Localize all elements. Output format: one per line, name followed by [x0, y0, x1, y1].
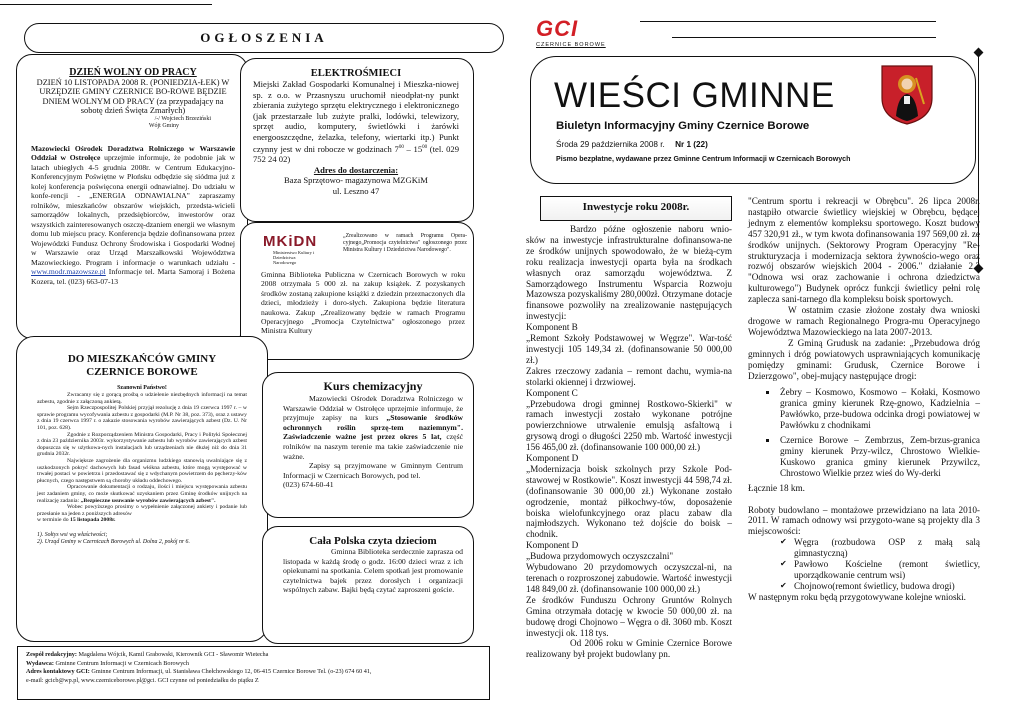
chemistry-title: Kurs chemizacyjny [323, 379, 423, 393]
residents-deadline: w terminie do 15 listopada 2008r. [37, 517, 116, 524]
mkidn-logo-text: MKiDN [263, 233, 318, 250]
announcements-title: OGŁOSZENIA [200, 30, 328, 45]
roads-list [748, 387, 980, 478]
col2-para-1: "Centrum sportu i rekreacji w Obrębcu". 26 lipca 2008r. nastąpiło otwarcie świetlicy wiejskiej w Obrębcu, będącej jednym z elementów kompleksu sportowego. Koszt budowy 457 320,91 zł., w tym kwota dofinansowania 197 569,00 zł. ze środków unijnych. (Sektorowy Program Operacyjny "Re-strukturyzacja i modernizacja sektora żywnościo-wego oraz rozwój obszarów wiejskich 2004 - 2006." działanie 2.3 "Odnowa wsi oraz zachowanie i ochrona dziedzictwa kulturowego") Budynek oprócz funkcji świetlicy pełni rolę zaplecza sani-tarnego dla kompleksu boisk sportowych. [748, 196, 980, 305]
electro-address-1: Baza Sprzętowo- magazynowa MZGKiM [284, 175, 428, 186]
investments-column-2 [748, 196, 980, 603]
odr-link[interactable]: www.modr.mazowsze.pl [31, 267, 106, 277]
investment-paragraph: „Przebudowa drogi gminnej Rostkowo-Skierki" w ramach inwestycji zostało wykonane potrójne powierzchniowe utrwalenie emulsją asfaltową i grysową drogi o długości 2250 mb. Wartość inwestycji 156 465,00 zł. (dofinansowanie 100 000,00 zł.) [526, 398, 732, 453]
residents-para-5: Opracowanie dokumentacji o rodzaju, ilości i miejscu występowania azbestu jest zadaniem gminy, co może skutkować uzyskaniem przez Gminę środków unijnych na realizację zadania: „Bezpieczne usuwanie wyrobów zawierających azbest". [37, 484, 247, 504]
masthead-issue: Nr 1 (22) [675, 140, 708, 149]
investments-title: Inwestycje roku 2008r. [582, 201, 690, 213]
col2-para-5: W następnym roku będą przygotowywane kolejne wnioski. [748, 591, 966, 602]
residents-para-6: Wobec powyższego prosimy o wypełnienie załączonej ankiety i podanie lub przesłanie na jeden z poniższych adresów [37, 504, 247, 517]
investment-paragraph: Wybudowano 20 przydomowych oczyszczal-ni, na terenach o rozproszonej zabudowie. Wartość inwestycji 148 849,00 zł. (dofinansowanie 100 000,00 zł.) [526, 562, 732, 594]
residents-title-1: DO MIESZKAŃCÓW GMINY [67, 353, 217, 365]
residents-para-1: Zwracamy się z gorącą prośbą o udzielenie niezbędnych informacji na temat azbestu, zgodnie z załączoną ankietą. [37, 392, 247, 405]
col2-para-2: W ostatnim czasie złożone zostały dwa wnioski drogowe w ramach Regionalnego Progra-mu Operacyjnego Województwa Mazowieckiego na lata 2007-2013. [748, 305, 980, 337]
investments-column-1 [526, 224, 732, 660]
reading-text: Gminna Biblioteka serdecznie zaprasza od listopada w każdą środę o godz. 16:00 dzieci wraz z ich opiekunami na spotkania. Celem spotkań jest promowanie czytelnictwa bajek przez dorosłych i organizacji wspólnych zabaw. Bajki będą czytać zaproszeni goście. [283, 547, 463, 595]
chemistry-box [262, 372, 474, 518]
footer-address: Adres kontaktowy GCI: Gminne Centrum Informacji, ul. Stanisława Chełchowskiego 12, 06-415 Czernice Borowe Tel. (o-23) 674 60 41, [26, 668, 372, 676]
investment-paragraph: „Budowa przydomowych oczyszczalni" [526, 551, 674, 562]
odr-body: uprzejmie informuje, że podobnie jak w latach ubiegłych 4-5 grudnia 2008r. w Centrum Edukacyjno-Konferencyjnym Poświętne w Płońsku odbędzie się siódma już z kolej konferencja poświęcona energii odnawialnej. Do udziału w konfe-rencji - „ENERGIA ODNAWIALNA" zapraszamy rolników, mieszkańców obszarów wiejskich, przedsta-wicieli samorządów lokalnych, przedsiębiorców, inwestorów oraz wszystkich zainteresowanych oszczę-dzaniem energii we własnym domu lub miejscu pracy. Konferencja będzie dofinansowana przez Wojewódzki Fundusz Ochrony Środowiska i Gospodarki Wodnej w Warszawie oraz Urząd Marszałkowski Województwa Mazowieckiego. Program i informacje o warunkach udziału - [31, 153, 235, 267]
road-item: ▪ Czernice Borowe – Zembrzus, Zem-brzus-granica gminy kierunek Przy-wilcz, Chrostowo Wielkie-Kuskowo granica gminy kierunek Przywilcz, Chrostowo Wielkie przez wieś do Wy-derki [778, 435, 980, 479]
residents-addr-1: 1). Sołtys wsi wg właściwości; [37, 531, 108, 538]
village-item: ✔ Węgra (rozbudowa OSP z małą salą gimnastyczną) [794, 537, 980, 559]
masthead-date: Środa 29 października 2008 r. [556, 140, 665, 149]
odr-contact: Informacje tel. Marta Samoraj i Bożena Kozera, tel. (023) 663-07-13 [31, 267, 235, 286]
investment-paragraph: Komponent D [526, 453, 579, 464]
electro-address-2: ul. Leszno 47 [332, 185, 380, 196]
road-item: ▪ Żebry – Kosmowo, Kosmowo – Kołaki, Kosmowo granica gminy kierunek Rzę-gnowo, Kadzielnia – Pawłówko, prze-budowa odcinka drogi powiatowej w Pawłówku z chodnikami [778, 387, 980, 431]
mkidn-logo [263, 233, 333, 273]
investment-paragraph: Ze środków Funduszu Ochrony Gruntów Rolnych Gmina otrzymała dotację w kwocie 50 000,00 zł. na budowę drogi Chojnowo – Węgra o dł. 3060 mb. Koszt inwestycji ok. 118 tys. [526, 594, 732, 638]
villages-list [748, 537, 980, 592]
masthead-subtitle: Biuletyn Informacyjny Gminy Czernice Borowe [556, 120, 810, 132]
village-item: ✔ Chojnowo(remont świetlicy, budowa drogi) [794, 581, 980, 592]
footer-box [17, 646, 490, 700]
footer-team: Zespół redakcyjny: Magdalena Wójcik, Kamil Grabowski, Kierownik GCI - Sławomir Wietecha [26, 651, 269, 658]
reading-title: Cała Polska czyta dzieciom [309, 535, 437, 547]
residents-salutation: Szanowni Państwo! [117, 385, 167, 391]
footer-email: e-mail: gcicb@wp.pl, www.czerniceborowe.pl@gci. GCI czynne od poniedziałku do piątku Z [26, 676, 259, 684]
col2-para-4: Roboty budowlano – montażowe przewidziano na lata 2010-2011. W ramach odnowy wsi przygoto-wane są projekty dla 3 miejscowości: [748, 504, 980, 537]
residents-para-4: Największe zagrożenie dla organizmu ludzkiego stanowią uwalniające się z uszkodzonych pokryć dachowych lub fasad włókna azbestu, które mogą występować w trwałej postaci w powietrzu i przedostawać się z wdychanym powietrzem do pęcherzy-ków płucnych, czego następstwem są choroby układu oddechowego. [37, 457, 247, 484]
residents-title-2: CZERNICE BOROWE [86, 366, 198, 378]
signature-role: Wójt Gminy [148, 122, 179, 129]
investment-paragraph: Komponent B [526, 322, 578, 333]
day-off-title: DZIEŃ WOLNY OD PRACY [69, 67, 197, 78]
village-item: ✔ Pawłowo Kościelne (remont świetlicy, uporządkowanie centrum wsi) [794, 559, 980, 581]
signature-name: /-/ Wojciech Brzeziński [154, 115, 211, 122]
library-text: Gminna Biblioteka Publiczna w Czernicach Borowych w roku 2008 otrzymała 5 000 zł. na zakup książek. Z pozyskanych środków zostaną zakupione książki z dziedzin przeznaczonych dla dzieci, młodzieży i doro-słych. Zakupiona będzie literatura naukowa. Zakup „Zrealizowany będzie w ramach Programu Operacyjnego „Promocja Czytelnictwa" ogłoszonego przez Ministra Kultury [261, 270, 465, 336]
day-off-text: DZIEŃ 10 LISTOPADA 2008 R. (PONIEDZIA-ŁEK) W URZĘDZIE GMINY CZERNICE BO-ROWE BĘDZIE DNIEM WOLNYM OD PRACY (za przypadający na sobotę dzień Święta Zmarłych) [36, 78, 230, 116]
investment-paragraph: Bardzo późne ogłoszenie naboru wnio-sków na inwestycje infrastrukturalne dofinansowa-ne ze środków unijnych spowodowało, że w bieżą-cym roku realizacja inwestycji oparta była na środkach własnych oraz samorządu województwa. Z Samorządowego Instrumentu Wsparcia Rozwoju Mazowsza pozyskaliśmy 280,000zł. Otrzymane dotacje finansowe pozwoliły na zrealizowanie następujących inwestycji: [526, 224, 732, 322]
electro-text: Miejski Zakład Gospodarki Komunalnej i Mieszka-niowej sp. z o.o. w Przasnyszu uruchomił nieodpłat-ny punkt zbierania zużytego sprzętu elektrycznego i elektronicznego (jak przestarzałe lub zużyte pralki, lodówki, telewizory, sprzęt audio, komputery, świetlówki i żarówki energooszczędne, żelazka, telefony, wiertarki itp.) Punkt czynny jest w dni robocze w godzinach $7^{00} - 15^{00}$ (tel. 029 752 24 02) [253, 79, 459, 165]
electro-address-label: Adres do dostarczenia: [313, 164, 399, 175]
footer-publisher: Wydawca: Gminne Centrum Informacji w Czernicach Borowych [26, 659, 190, 667]
investment-paragraph: Od 2006 roku w Gminie Czernice Borowe realizowany był projekt budowlany pn. [526, 638, 732, 660]
library-box [240, 222, 474, 360]
library-note: „Zrealizowano w ramach Programu Opera-cyjnego„Promocja czytelnictwa" ogłoszonego przez Ministra Kultury i Dziedzictwa Narodowego". [343, 233, 467, 253]
gci-logo [536, 18, 620, 50]
investment-paragraph: Komponent C [526, 387, 578, 398]
odr-lead: Mazowiecki Ośrodek Doradztwa Rolniczego w Warszawie Oddział w Ostrołęce [31, 143, 235, 163]
chemistry-phone: (023) 674-60-41 [283, 480, 334, 490]
mkidn-logo-sub: Ministerstwo Kultury i Dziedzictwa Narodowego [273, 250, 315, 265]
investment-paragraph: Zakres rzeczowy zadania – remont dachu, wymia-na stolarki okiennej i drzwiowej. [526, 365, 732, 387]
col2-para-3: Z Gminą Grudusk na zadanie: „Przebudowa dróg gminnych i dróg powiatowych usprawniających komunikację pomiędzy gminami: Grudusk, Czernice Borowe i Dzierzgowo", obej-mujący następujące drogi: [748, 337, 980, 381]
gci-logo-text: GCI [536, 16, 579, 41]
masthead-title: WIEŚCI GMINNE [554, 76, 835, 115]
chemistry-text-2: Zapisy są przyjmowane w Gminnym Centrum Informacji w Czernicach Borowych, pod tel. [283, 461, 463, 480]
residents-para-2: Sejm Rzeczpospolitej Polskiej przyjął rezolucję z dnia 19 czerwca 1997 r. – w sprawie programu wycofywania azbestu z gospodarki (M.P. Nr 38, poz. 373), oraz z ustawy z dnia 19 czerwca 1997 r. o zakazie stosowania wyrobów zawierających azbest (Dz. U. Nr 101, poz. 628). [37, 405, 247, 431]
electro-box [240, 58, 474, 222]
odr-text [31, 144, 235, 287]
gci-logo-caption: CZERNICE BOROWE [536, 42, 606, 48]
investment-paragraph: Komponent D [526, 540, 579, 551]
residents-addr-2: 2). Urząd Gminy w Czernicach Borowych ul. Dolna 2, pokój nr 6. [37, 538, 190, 545]
chemistry-text: Mazowiecki Ośrodek Doradztwa Rolniczego w Warszawie Oddział w Ostrołęce uprzejmie informuje, że przyjmuje zapisy na kurs „Stosowanie środków ochronnych roślin sprzę-tem naziemnym". Zaświadczenie ważne jest przez okres 5 lat, część rolników na naszym terenie ma takie zaświadczenie nie ważne. [283, 394, 464, 461]
investment-paragraph: „Remont Szkoły Podstawowej w Węgrze". War-tość inwestycji 105 149,34 zł. (dofinansowanie 50 000,00 zł.) [526, 333, 732, 365]
day-off-box [16, 54, 248, 339]
masthead-dateline [556, 140, 708, 149]
reading-box [262, 526, 474, 644]
total-length: Łącznie 18 km. [748, 482, 805, 493]
coat-of-arms [880, 64, 934, 126]
investment-paragraph: „Modernizacja boisk szkolnych przy Szkole Pod-stawowej w Rostkowie". Koszt inwestycji 44 598,74 zł. (dofinansowanie 30 000,00 zł.) Wykonane zostało ogrodzenie, montaż piłkochwy-tów, doposażenie boiska wielofunkcyjnego oraz placu zabaw dla najmłodszych. Wykonano też dojście do boisk – chodnik. [526, 463, 732, 540]
electro-title: ELEKTROŚMIECI [310, 68, 402, 79]
masthead-tagline: Pismo bezpłatne, wydawane przez Gminne Centrum Informacji w Czernicach Borowych [556, 155, 851, 163]
residents-box [16, 336, 268, 642]
residents-para-3: Zgodnie z Rozporządzeniem Ministra Gospodarki, Pracy i Polityki Społecznej z dnia 23 października 2003r. wykorzystywanie azbestu lub wyrobów zawierających azbest dopuszcza się w użytkowa-nych instalacjach lub urządzeniach nie dłużej niż do dnia 31 grudnia 2032r. [37, 431, 247, 458]
